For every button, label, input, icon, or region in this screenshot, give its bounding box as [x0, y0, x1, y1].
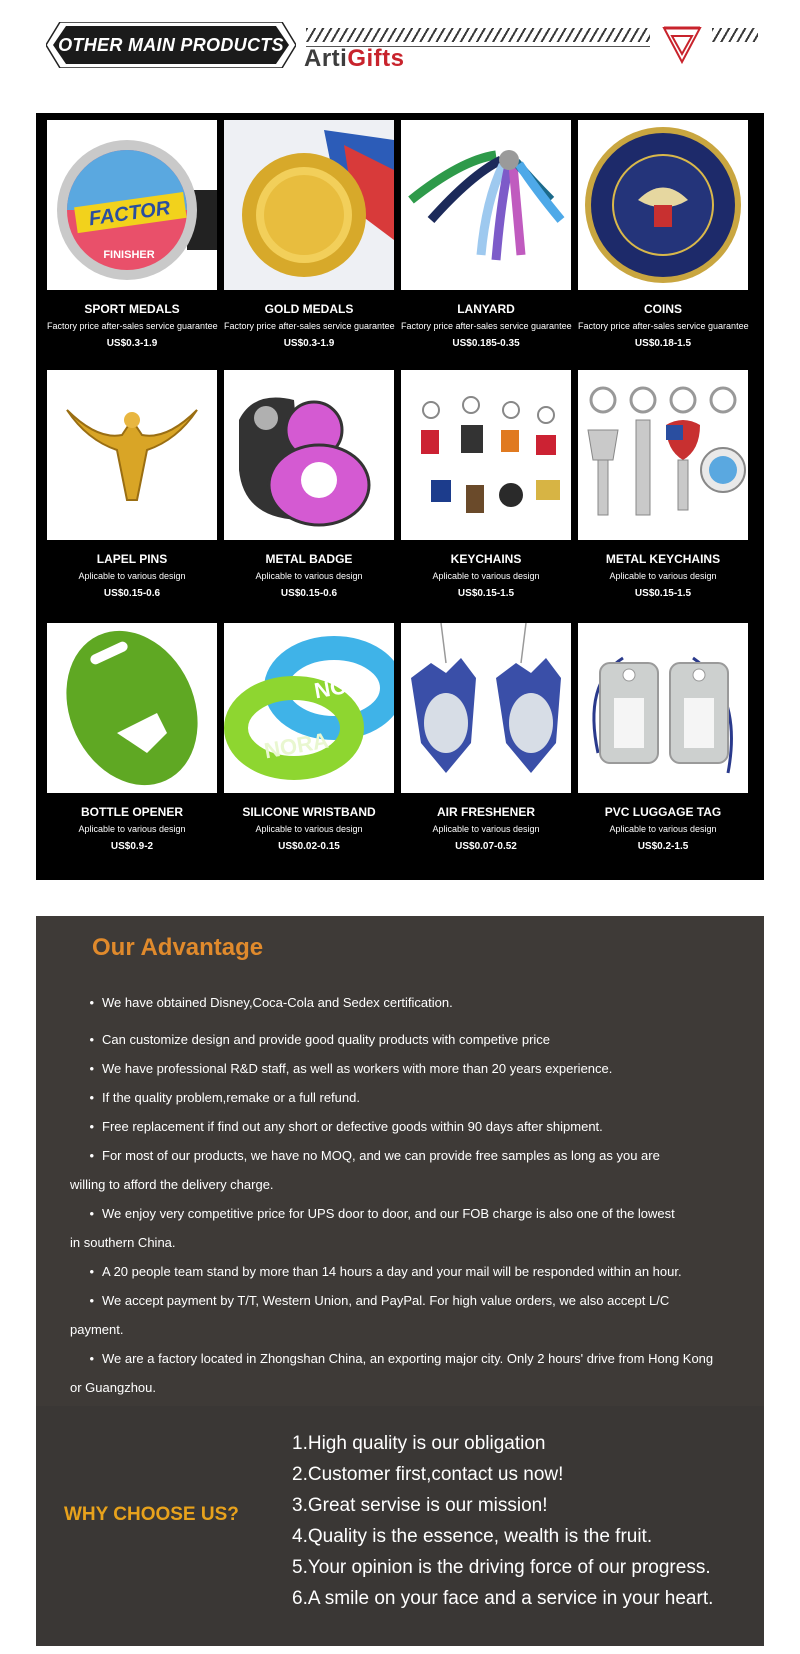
product-price: US$0.07-0.52: [455, 841, 517, 852]
product-desc: Aplicable to various design: [78, 824, 186, 834]
list-item: 5.Your opinion is the driving force of our progress.: [292, 1557, 711, 1578]
metal-keychains-icon: [578, 370, 748, 540]
product-name: GOLD MEDALS: [264, 302, 354, 316]
list-item: • We are a factory located in Zhongshan China, an exporting major city. Only 2 hours' drive from Hong Kong: [89, 1351, 714, 1366]
product-name: LAPEL PINS: [96, 552, 168, 566]
product-card[interactable]: [47, 120, 217, 349]
lanyard-icon: [401, 120, 571, 290]
product-desc: Factory price after-sales service guarantee: [401, 321, 572, 331]
advantage-section: [36, 916, 764, 1406]
product-name: LANYARD: [457, 302, 515, 316]
product-card[interactable]: [401, 120, 571, 349]
metal-badge-icon: [224, 370, 394, 540]
product-desc: Factory price after-sales service guarantee: [224, 321, 395, 331]
decorative-hatch: [306, 28, 650, 42]
wristband-icon: [224, 623, 394, 793]
product-desc: Aplicable to various design: [78, 571, 186, 581]
air-freshener-icon: [401, 623, 571, 793]
sport-medal-icon: [47, 120, 217, 290]
decorative-hatch-small: [712, 28, 758, 42]
product-price: US$0.185-0.35: [452, 338, 520, 349]
why-list: [292, 1428, 713, 1614]
product-name: COINS: [643, 302, 682, 316]
list-item-continuation: payment.: [70, 1322, 124, 1337]
list-item: • We have professional R&D staff, as well as workers with more than 20 years experience.: [89, 1061, 613, 1076]
why-choose-us-section: [36, 1406, 764, 1646]
product-desc: Aplicable to various design: [432, 571, 540, 581]
product-name: SILICONE WRISTBAND: [242, 805, 376, 819]
product-card[interactable]: [578, 370, 748, 599]
section-title: OTHER MAIN PRODUCTS: [58, 35, 284, 55]
advantage-title: Our Advantage: [92, 934, 264, 961]
keychains-icon: [401, 370, 571, 540]
brand-logo: [304, 45, 405, 73]
list-item: • We have obtained Disney,Coca-Cola and Sedex certification.: [89, 995, 453, 1010]
product-desc: Aplicable to various design: [609, 824, 717, 834]
product-card[interactable]: [401, 623, 571, 852]
list-item-continuation: or Guangzhou.: [70, 1380, 157, 1395]
list-item: • Free replacement if find out any short or defective goods within 90 days after shipment.: [89, 1119, 603, 1134]
product-price: US$0.2-1.5: [637, 841, 689, 852]
product-card[interactable]: [578, 623, 748, 852]
product-price: US$0.9-2: [110, 841, 154, 852]
logo-text-arti: Arti: [304, 45, 348, 72]
product-desc: Aplicable to various design: [609, 571, 717, 581]
gold-medal-icon: [224, 120, 394, 290]
double-triangle-icon: [662, 26, 702, 71]
list-item: 3.Great servise is our mission!: [292, 1495, 548, 1516]
product-desc: Aplicable to various design: [255, 824, 363, 834]
list-item: • If the quality problem,remake or a full refund.: [89, 1090, 360, 1105]
logo-text-gifts: Gifts: [347, 45, 405, 72]
product-price: US$0.15-0.6: [280, 588, 338, 599]
list-item: 2.Customer first,contact us now!: [292, 1464, 564, 1485]
product-card[interactable]: [224, 120, 394, 349]
product-card[interactable]: [224, 623, 394, 852]
product-desc: Aplicable to various design: [432, 824, 540, 834]
wristband-text: NORA: [262, 727, 331, 764]
product-price: US$0.15-1.5: [634, 588, 692, 599]
list-item-continuation: in southern China.: [70, 1235, 176, 1250]
list-item: • We enjoy very competitive price for UPS door to door, and our FOB charge is also one of the lowest: [89, 1206, 675, 1221]
bottle-opener-icon: [47, 623, 217, 793]
product-name: BOTTLE OPENER: [80, 805, 183, 819]
why-title: WHY CHOOSE US?: [64, 1504, 239, 1525]
list-item: 6.A smile on your face and a service in your heart.: [292, 1588, 714, 1609]
wristband-text: NORA: [312, 667, 381, 704]
luggage-tag-icon: [578, 623, 748, 793]
list-item: • Can customize design and provide good quality products with competive price: [89, 1032, 551, 1047]
page-header: [0, 0, 800, 100]
product-desc: Aplicable to various design: [255, 571, 363, 581]
product-desc: Factory price after-sales service guarantee: [578, 321, 749, 331]
products-grid: [36, 113, 764, 880]
product-name: SPORT MEDALS: [84, 302, 180, 316]
product-name: KEYCHAINS: [450, 552, 522, 566]
section-title-badge: [46, 22, 296, 68]
product-name: METAL BADGE: [265, 552, 353, 566]
product-name: AIR FRESHENER: [436, 805, 535, 819]
product-price: US$0.15-0.6: [103, 588, 161, 599]
list-item-continuation: willing to afford the delivery charge.: [70, 1177, 274, 1192]
advantage-list: [70, 988, 750, 1402]
list-item: • We accept payment by T/T, Western Union, and PayPal. For high value orders, we also accept L/C: [89, 1293, 670, 1308]
product-price: US$0.18-1.5: [634, 338, 692, 349]
svg-text:FACTOR: FACTOR: [87, 197, 172, 231]
coin-icon: [578, 120, 748, 290]
lapel-pin-icon: [47, 370, 217, 540]
product-price: US$0.15-1.5: [457, 588, 515, 599]
list-item: 4.Quality is the essence, wealth is the fruit.: [292, 1526, 653, 1547]
product-card[interactable]: [578, 120, 748, 349]
product-price: US$0.3-1.9: [106, 338, 158, 349]
svg-text:FINISHER: FINISHER: [103, 249, 155, 261]
product-price: US$0.02-0.15: [278, 841, 340, 852]
product-name: PVC LUGGAGE TAG: [604, 805, 722, 819]
list-item: 1.High quality is our obligation: [292, 1433, 546, 1454]
product-card[interactable]: [401, 370, 571, 599]
product-desc: Factory price after-sales service guarantee: [47, 321, 218, 331]
list-item: • A 20 people team stand by more than 14 hours a day and your mail will be responded within an hour.: [89, 1264, 682, 1279]
product-card[interactable]: [224, 370, 394, 599]
product-card[interactable]: [47, 623, 217, 852]
product-card[interactable]: [47, 370, 217, 599]
product-price: US$0.3-1.9: [283, 338, 335, 349]
product-name: METAL KEYCHAINS: [605, 552, 721, 566]
list-item: • For most of our products, we have no MOQ, and we can provide free samples as long as you are: [89, 1148, 660, 1163]
